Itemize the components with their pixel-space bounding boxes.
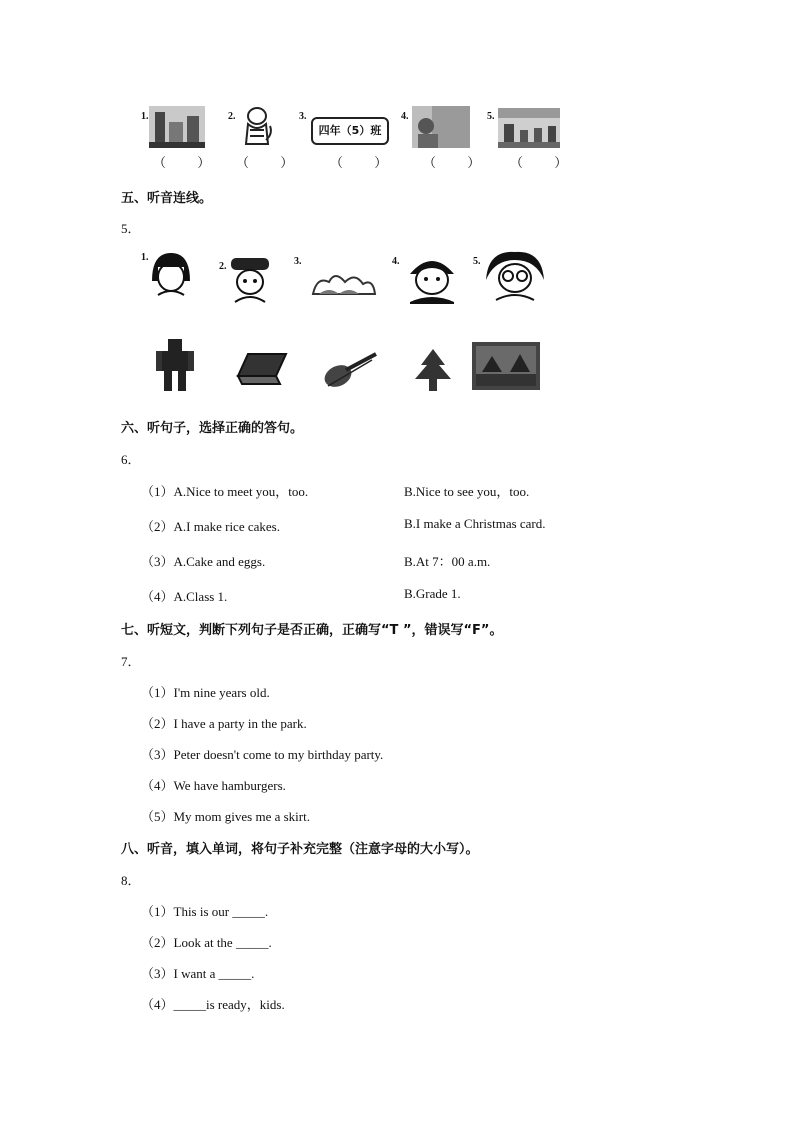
q6-item-4-option-a[interactable]: （4）A.Class 1. (141, 589, 228, 604)
person-number-1: 1. (141, 252, 149, 263)
section-8-heading: 八、听音，填入单词，将句子补充完整（注意字母的大小写）。 (121, 842, 479, 857)
picture-number-1: 1. (141, 111, 149, 122)
picture-number-2: 2. (228, 111, 236, 122)
question-8-number: 8． (121, 873, 141, 888)
q7-statement-2: （2）I have a party in the park. (141, 716, 307, 731)
christmas-card-icon (472, 342, 540, 390)
answer-paren-1[interactable]: （ ） (153, 155, 225, 170)
boy-with-cap-icon (227, 254, 273, 304)
answer-paren-4[interactable]: （ ） (423, 155, 495, 170)
q8-blank-sentence-1[interactable]: （1）This is our _____. (141, 904, 269, 919)
q6-item-1-option-a[interactable]: （1）A.Nice to meet you，too. (141, 484, 309, 499)
q8-blank-sentence-2[interactable]: （2）Look at the _____. (141, 935, 272, 950)
q7-statement-1: （1）I'm nine years old. (141, 685, 270, 700)
person-number-2: 2. (219, 261, 227, 272)
laptop-icon (236, 350, 290, 388)
q7-statement-5: （5）My mom gives me a skirt. (141, 809, 310, 824)
question-7-number: 7． (121, 654, 141, 669)
q6-item-2-option-a[interactable]: （2）A.I make rice cakes. (141, 519, 280, 534)
boy-face-icon (404, 252, 460, 304)
tiger-icon (240, 104, 274, 148)
section-6-heading: 六、听句子，选择正确的答句。 (121, 421, 304, 436)
answer-paren-3[interactable]: （ ） (330, 155, 402, 170)
q6-item-2-option-b[interactable]: B.I make a Christmas card. (404, 516, 546, 531)
picture-number-3: 3. (299, 111, 307, 122)
person-number-3: 3. (294, 256, 302, 267)
q6-item-3-option-a[interactable]: （3）A.Cake and eggs. (141, 554, 266, 569)
cakes-icon (309, 262, 379, 298)
q8-blank-sentence-4[interactable]: （4）_____is ready，kids. (141, 997, 285, 1012)
violin-icon (320, 350, 380, 390)
q6-item-3-option-b[interactable]: B.At 7：00 a.m. (404, 554, 491, 569)
classroom-scene-icon (412, 106, 470, 148)
section-7-heading: 七、听短文，判断下列句子是否正确，正确写“T ”，错误写“F”。 (121, 623, 503, 638)
person-number-4: 4. (392, 256, 400, 267)
robot-toy-icon (156, 337, 194, 393)
question-6-number: 6． (121, 452, 141, 467)
girl-with-glasses-icon (482, 250, 548, 302)
class-sign: 四年（5）班 (311, 117, 389, 145)
q6-item-1-option-b[interactable]: B.Nice to see you，too. (404, 484, 530, 499)
q8-blank-sentence-3[interactable]: （3）I want a _____. (141, 966, 255, 981)
lab-scene-icon (149, 106, 205, 148)
picture-number-4: 4. (401, 111, 409, 122)
girl-face-icon (148, 251, 194, 297)
q7-statement-3: （3）Peter doesn't come to my birthday party. (141, 747, 384, 762)
section-5-heading: 五、听音连线。 (121, 191, 213, 206)
answer-paren-2[interactable]: （ ） (236, 155, 308, 170)
q7-statement-4: （4）We have hamburgers. (141, 778, 286, 793)
answer-paren-5[interactable]: （ ） (510, 155, 582, 170)
person-number-5: 5. (473, 256, 481, 267)
q6-item-4-option-b[interactable]: B.Grade 1. (404, 586, 461, 601)
question-5-number: 5． (121, 221, 141, 236)
park-scene-icon (498, 108, 560, 148)
christmas-tree-icon (411, 347, 455, 393)
picture-number-5: 5. (487, 111, 495, 122)
